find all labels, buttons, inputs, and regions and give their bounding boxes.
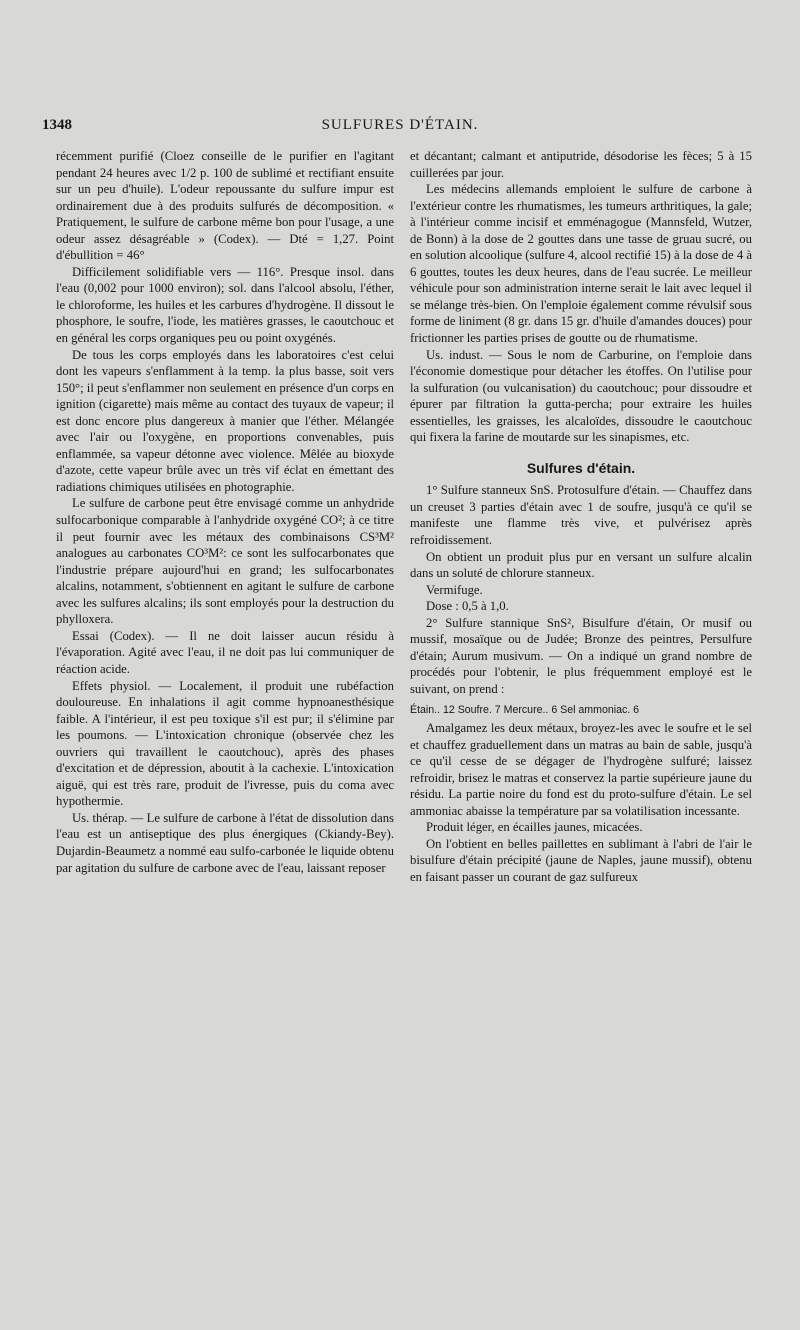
paragraph: Produit léger, en écailles jaunes, micacées.: [426, 820, 643, 835]
paragraph: On l'obtient en belles paillettes en sublimant à l'abri de l'air le bisulfure d'étain précipité (jaune de Naples, jaune mussif), obtenu en faisant passer un courant de gaz sulfureux: [410, 836, 752, 884]
running-title: SULFURES D'ÉTAIN.: [321, 117, 479, 133]
paragraph: 2° Sulfure stannique SnS², Bisulfure d'étain, Or musif ou mussif, mosaïque ou de Judée; Bronze des peintres, Persulfure d'étain; Aurum musivum. — On a indiqué un grand nombre de procédés pour l'obtenir, le plus fréquemment employé est le suivant, on prend :: [410, 615, 752, 696]
page-number: 1348: [42, 117, 72, 133]
paragraph: et décantant; calmant et antiputride, désodorise les fèces; 5 à 15 cuillerées par jour.: [410, 149, 752, 180]
paragraph: Effets physiol. — Localement, il produit une rubéfaction douloureuse. En inhalations il agit comme hypnoanesthésique faible. A l'intérieur, il est peu toxique s'il est pur; il s'élimine par les poumons. — L'intoxication chronique (observée chez les ouvriers qui travaillent le caoutchouc), après des phases d'excitation et de dépression, aboutit à la cachexie. L'intoxication aiguë, qui est très rare, produit de l'ivresse, puis du coma avec hypothermie.: [56, 678, 394, 809]
paragraph: Us. indust. — Sous le nom de Carburine, on l'emploie dans l'économie domestique pour détacher les étoffes. On l'utilise pour la sulfuration (ou vulcanisation) du caoutchouc; pour dissoudre et épurer par filtration la gutta-percha; pour extraire les huiles essentielles, les graisses, les alcaloïdes, dissoudre le caoutchouc qui fixera la farine de moutarde sur les sinapismes, etc.: [410, 347, 752, 445]
right-column: [410, 148, 752, 886]
paragraph: récemment purifié (Cloez conseille de le purifier en l'agitant pendant 24 heures avec 1/2 p. 100 de sublimé et rectifiant ensuite sur un peu d'huile). L'odeur repoussante du sulfure impur est ordinairement due à des produits sulfurés de décomposition. « Pratiquement, le sulfure de carbone même bon pour l'usage, a une odeur assez désagréable » (Codex). — Dté = 1,27. Point d'ébullition = 46°: [56, 149, 394, 263]
paragraph: Difficilement solidifiable vers — 116°. Presque insol. dans l'eau (0,002 pour 1000 environ); sol. dans l'alcool absolu, l'éther, le chloroforme, les huiles et les carbures d'hydrogène. Il dissout le phosphore, le soufre, l'iode, les matières grasses, le caoutchouc et en général les corps organiques peu ou point oxygénés.: [56, 264, 394, 346]
paragraph: Le sulfure de carbone peut être envisagé comme un anhydride sulfocarbonique comparable à l'anhydride oxygéné CO²; à ce titre il peut fournir avec les métaux des combinaisons CS³M² analogues au carbonates CO³M²: ce sont les sulfocarbonates que l'industrie prépare aujourd'hui en grand; les sulfocarbonates alcalins, notamment, s'obtiennent en agitant le sulfure de carbone avec les sulfures alcalins; ils sont employés pour la destruction du phylloxera.: [56, 496, 394, 627]
paragraph: Amalgamez les deux métaux, broyez-les avec le soufre et le sel et chauffez graduellement dans un matras au bain de sable, jusqu'à ce qu'il cesse de se dégager de l'hydrogène sulfuré; laissez refroidir, brisez le matras et conservez la partie supérieure jaune du résidu. La partie noire du fond est du proto-sulfure d'étain. Le sel ammoniac abaisse la température par sa volatilisation incessante.: [410, 721, 752, 818]
paragraph: Essai (Codex). — Il ne doit laisser aucun résidu à l'évaporation. Agité avec l'eau, il ne doit pas lui communiquer de réaction acide.: [56, 628, 394, 676]
paragraph: Vermifuge.: [426, 582, 483, 597]
page-header: [0, 117, 800, 139]
section-title: Sulfures d'étain.: [526, 459, 636, 476]
recipe-line: Étain.. 12 Soufre. 7 Mercure.. 6 Sel ammoniac. 6: [410, 703, 640, 716]
paragraph: De tous les corps employés dans les laboratoires c'est celui dont les vapeurs s'enflamment à la temp. la plus basse, soit vers 150°; il peut s'enflammer non seulement en présence d'un corps en ignition (cigarette) mais même au contact des tuyaux de vapeur; il est donc encore plus dangereux à manier que l'éther. Mélangée avec l'air ou l'oxygène, en proportions convenables, puis enflammée, sa vapeur détonne avec violence. Mêlée au bioxyde d'azote, cette vapeur brûle avec un très vif éclat en émettant des radiations chimiques utilisées en photographie.: [56, 347, 395, 494]
paragraph: 1° Sulfure stanneux SnS. Protosulfure d'étain. — Chauffez dans un creuset 3 parties d'étain avec 1 de soufre, jusqu'à ce qu'il se manifeste une flamme très vive, et pulvérisez après refroidissement.: [410, 483, 752, 548]
left-column: [56, 148, 394, 876]
paragraph: Les médecins allemands emploient le sulfure de carbone à l'extérieur contre les rhumatismes, les tumeurs arthritiques, la gale; à l'intérieur comme incisif et emménagogue (Mannsfeld, Wutzer, de Bonn) à la dose de 2 gouttes dans une tasse de gruau sucré, ou en solution alcoolique (sulfure 4, alcool rectifié 15) à la dose de 4 à 6 gouttes, toutes les deux heures, dans de l'eau sucrée. Le meilleur véhicule pour son administration interne serait le lait avec lequel il se mélange très-bien. On l'emploie également comme révulsif sous forme de liniment (8 gr. dans 15 gr. d'huile d'amandes douces) pour frictionner les parties prises de goutte ou de rhumatisme.: [410, 182, 752, 346]
paragraph: Dose : 0,5 à 1,0.: [426, 599, 509, 614]
paragraph: Us. thérap. — Le sulfure de carbone à l'état de dissolution dans l'eau est un antiseptique des plus énergiques (Ckiandy-Bey). Dujardin-Beaumetz a nommé eau sulfo-carbonée le liquide obtenu par agitation du sulfure de carbone avec de l'eau, laissant reposer: [56, 810, 394, 875]
paragraph: On obtient un produit plus pur en versant un sulfure alcalin dans un soluté de chlorure stanneux.: [410, 549, 752, 581]
